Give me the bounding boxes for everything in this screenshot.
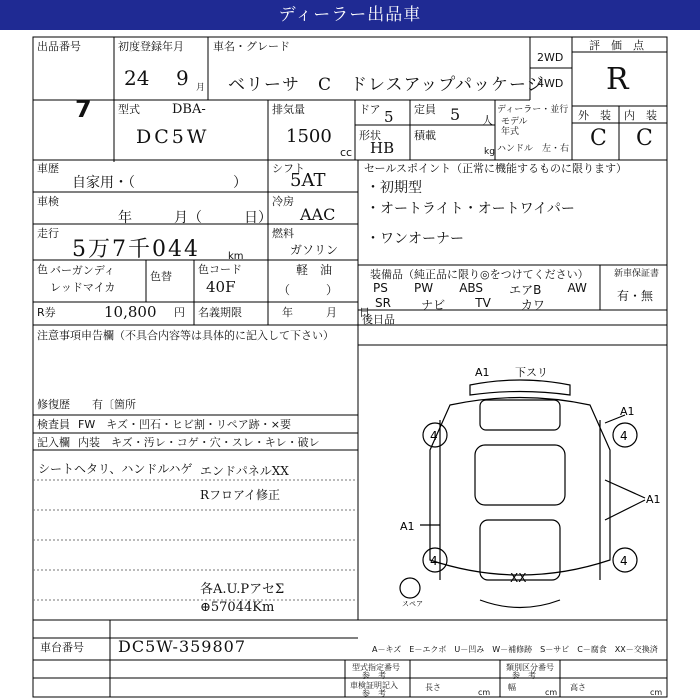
mileage-value: 5万7千044 (72, 237, 200, 262)
damage-right-side: A1 (646, 493, 661, 506)
equip-ps: PS (373, 281, 388, 295)
handle-label: ハンドル 左・右 (497, 144, 570, 154)
lot-no-label: 出品番号 (37, 40, 81, 53)
interior-label: 内 装 (624, 109, 657, 122)
equipment-label: 装備品（純正品に限り◎をつけてください） (370, 268, 589, 281)
kg-unit: kg (484, 147, 495, 157)
expiry-label: 名義期限 (198, 306, 242, 319)
fuel-diesel: 軽 油 (296, 263, 333, 277)
name-grade-value: ベリーサ C ドレスアップパッケージ (228, 75, 545, 95)
recycle-label: R券 (37, 306, 56, 319)
interior-value: C (636, 126, 653, 151)
equip-tv: TV (475, 296, 491, 310)
km-unit: km (228, 251, 244, 262)
memo-line-5: ⊕57044Km (200, 600, 275, 615)
yen-unit: 円 (174, 306, 185, 319)
notes-label: 注意事項申告欄（不具合内容等は具体的に記入して下さい） (37, 329, 334, 342)
fuel-label: 燃料 (272, 227, 294, 240)
front-bumper-shape (470, 380, 570, 395)
equip-navi: ナビ (421, 298, 446, 312)
fuel-gasoline: ガソリン (290, 243, 339, 257)
shape-label: 形状 (359, 129, 381, 142)
dim-height-unit: cm (650, 688, 663, 697)
marker-line-a (605, 480, 645, 498)
class-label: 類別区分番号 (506, 663, 554, 672)
exterior-value: C (590, 126, 607, 151)
memo-line-4: 各A.U.PアセΣ (200, 582, 285, 597)
shift-value: 5AT (290, 170, 326, 191)
capacity-label: 定員 (414, 103, 436, 116)
four-wd: 4WD (537, 77, 564, 90)
equip-airbag: エアB (509, 283, 542, 297)
type-cert-ref: 参 考 (362, 671, 386, 680)
dim-width-unit: cm (545, 688, 558, 697)
equip-pw: PW (414, 281, 434, 295)
dealer-label: ディーラー・並行 (497, 105, 569, 115)
expiry-value: 年 月 日 (282, 306, 370, 319)
check-label: 検査員 (37, 418, 70, 431)
rear-bumper-shape (480, 600, 560, 608)
spare-tire (400, 578, 420, 598)
warranty-value: 有・無 (617, 289, 654, 303)
grade-label: 評 価 点 (589, 39, 644, 52)
history-value: 自家用・（ ） (72, 175, 247, 191)
record-items: 内装 キズ・汚レ・コゲ・穴・スレ・キレ・破レ (78, 436, 320, 449)
first-reg-year: 24 (124, 66, 150, 90)
type-cert-label: 型式指定番号 (352, 663, 400, 672)
hood-shape (480, 400, 560, 430)
memo-line-1: シートヘタリ、ハンドルハゲ (38, 462, 193, 476)
class-ref: 参 考 (512, 671, 536, 680)
roof-shape (475, 445, 565, 505)
doors-label: ドア (359, 103, 381, 116)
two-wd: 2WD (537, 51, 564, 64)
sales-label: セールスポイント（正常に機能するものに限ります） (364, 162, 628, 175)
load-label: 積載 (414, 129, 436, 142)
mileage-label: 走行 (37, 227, 59, 240)
memo-line-3: Rフロアイ修正 (200, 488, 280, 502)
history-label: 車歴 (37, 162, 59, 175)
month-unit: 月 (196, 83, 206, 93)
cert-ref: 参 考 (362, 689, 386, 698)
dim-length-label: 長さ (425, 683, 441, 692)
first-reg-label: 初度登録年月 (118, 40, 184, 53)
equip-aw: AW (567, 281, 587, 295)
dim-width-label: 幅 (508, 683, 516, 692)
seat-label: 後日品 (362, 313, 395, 326)
damage-legend: A－キズ E－エクボ U－凹み W－補修跡 S－サビ C－腐食 XX－交換済 (372, 645, 658, 654)
color-change-label: 色替 (150, 270, 172, 283)
tire-depth-rr: 4 (620, 554, 628, 568)
color-code-label: 色コード (198, 263, 242, 276)
color-value: バーガンディ レッドマイカ (50, 264, 116, 294)
equipment-row-2 (360, 296, 560, 313)
model-year-label: モデル 年式 (501, 117, 528, 137)
tire-depth-fr: 4 (620, 429, 628, 443)
equip-leather: カワ (520, 298, 545, 312)
warranty-label: 新車保証書 (614, 269, 660, 279)
equip-sr: SR (375, 296, 392, 310)
sales-line-2: ・オートライト・オートワイパー (366, 201, 575, 217)
chassis-label: 車台番号 (40, 641, 84, 654)
damage-front-bumper: 下スリ (515, 366, 548, 379)
memo-line-2: エンドパネルXX (200, 464, 289, 478)
dim-height-label: 高さ (570, 683, 586, 692)
shape-value: HB (370, 139, 395, 157)
check-items: FW キズ・凹石・ヒビ割・リペア跡・×要 (78, 418, 291, 431)
car-diagram (380, 360, 670, 620)
marker-line-b (605, 500, 645, 520)
color-label: 色 (37, 263, 48, 276)
person-unit: 人 (482, 114, 493, 127)
repair-label: 修復歴 有〔箇所 (37, 398, 136, 411)
tire-depth-fl: 4 (430, 429, 438, 443)
record-label: 記入欄 (37, 436, 70, 449)
exterior-label: 外 装 (578, 109, 611, 122)
doors-value: 5 (384, 108, 394, 126)
body-outline (430, 398, 610, 576)
cc-unit: cc (340, 146, 353, 159)
sales-line-3: ・ワンオーナー (366, 231, 464, 247)
displacement-value: 1500 (286, 126, 332, 147)
color-code-value: 40F (206, 278, 236, 296)
inspection-label: 車検 (37, 195, 59, 208)
damage-front-left: A1 (475, 366, 490, 379)
equip-abs: ABS (459, 281, 484, 295)
ac-value: AAC (300, 205, 336, 224)
first-reg-month: 9 (176, 66, 189, 90)
lot-no-value: 7 (75, 95, 92, 123)
model-prefix: DBA- (172, 102, 206, 117)
shift-label: シフト (272, 162, 305, 175)
sales-line-1: ・初期型 (366, 180, 422, 196)
cert-length-label: 車検証明記入 (350, 681, 398, 690)
page-title: ディーラー出品車 (278, 5, 422, 25)
model-value: DC5W (136, 126, 210, 148)
displacement-label: 排気量 (272, 103, 305, 116)
recycle-value: 10,800 (104, 303, 157, 321)
damage-right-front: A1 (620, 405, 635, 418)
model-label: 型式 (118, 103, 140, 116)
damage-left-side: A1 (400, 520, 415, 533)
dim-length-unit: cm (478, 688, 491, 697)
grade-value: R (606, 62, 629, 97)
tire-depth-rl: 4 (430, 554, 438, 568)
spare-label: スペア (402, 600, 423, 608)
name-grade-label: 車名・グレード (213, 40, 290, 53)
ac-label: 冷房 (272, 195, 294, 208)
trunk-mark: XX (510, 571, 527, 585)
chassis-value: DC5W-359807 (118, 637, 247, 656)
capacity-value: 5 (450, 105, 461, 124)
inspection-value: 年 月（ 日） (118, 210, 272, 226)
fuel-other: （ ） (278, 283, 339, 297)
